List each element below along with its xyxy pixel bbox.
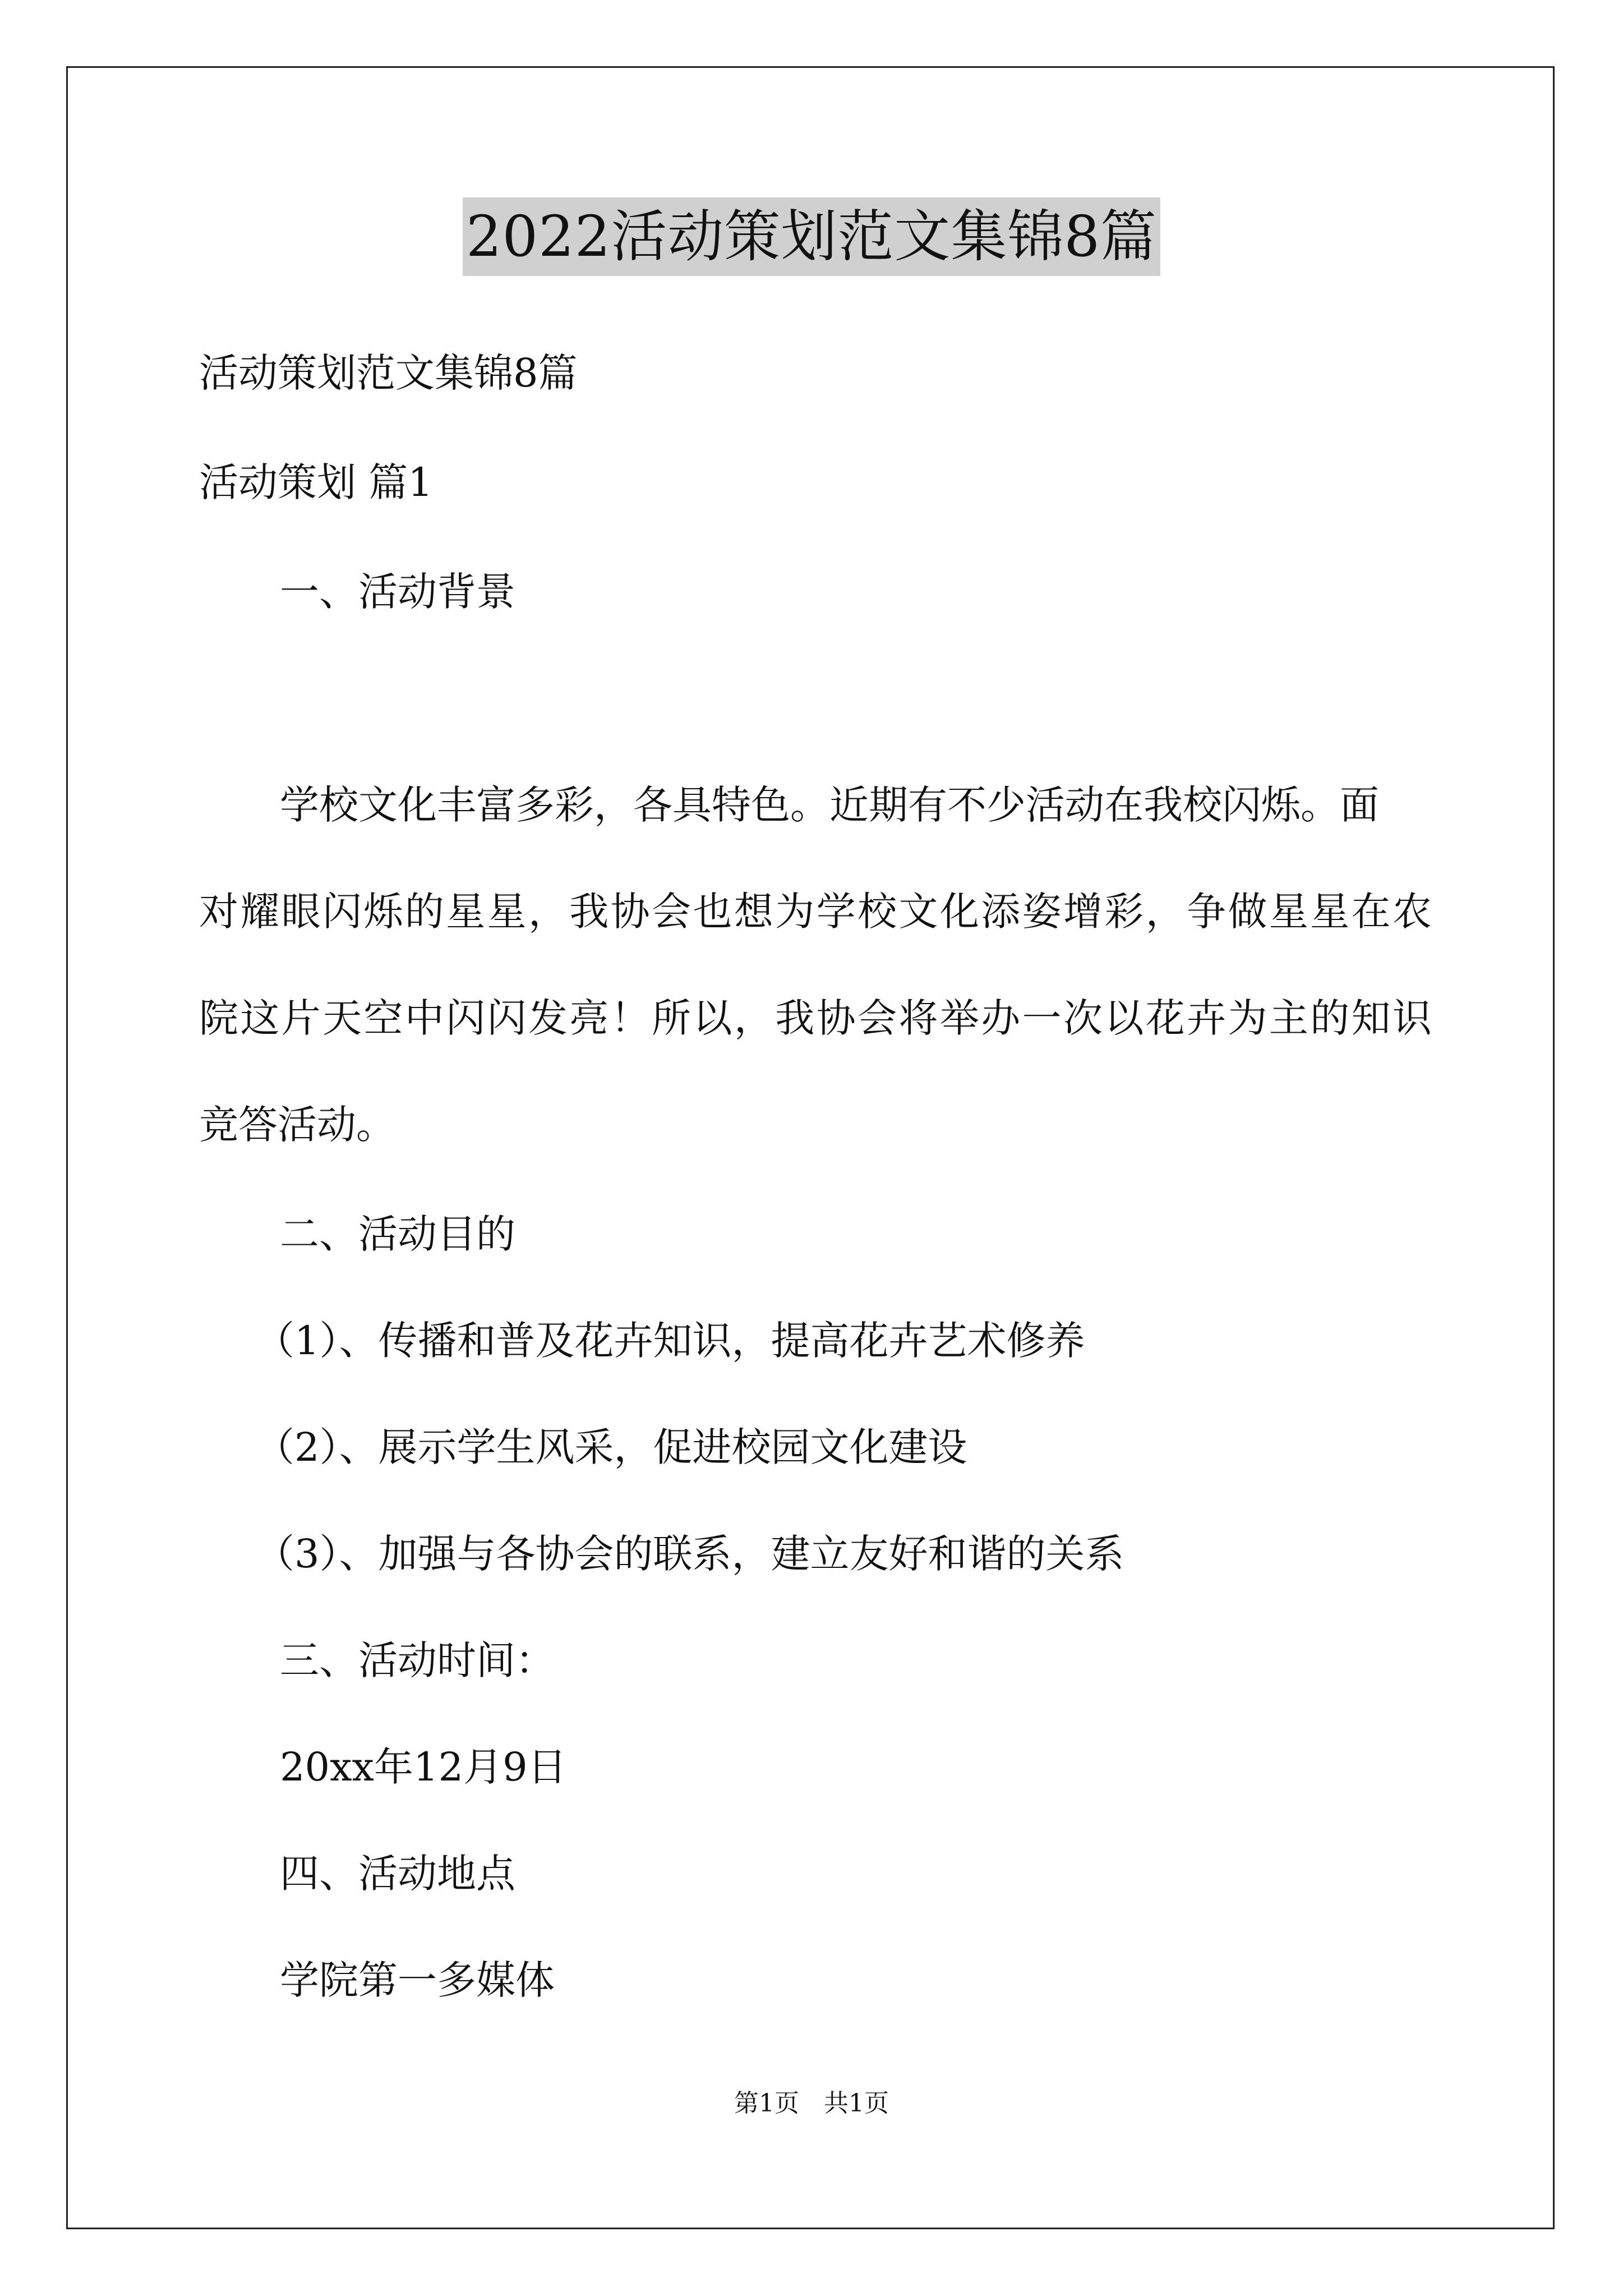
paragraph-line: 院这片天空中闪闪发亮！所以，我协会将举办一次以花卉为主的知识	[199, 995, 1433, 1041]
heading-purpose: 二、活动目的	[280, 1211, 515, 1257]
event-location: 学院第一多媒体	[280, 1957, 555, 2003]
paragraph-line: 竞答活动。	[199, 1102, 395, 1148]
heading-time: 三、活动时间：	[280, 1637, 555, 1683]
purpose-item: （3）、加强与各协会的联系，建立友好和谐的关系	[255, 1531, 1124, 1577]
paragraph-line: 对耀眼闪烁的星星，我协会也想为学校文化添姿增彩，争做星星在农	[199, 889, 1433, 935]
event-date: 20xx年12月9日	[280, 1744, 567, 1790]
purpose-item: （2）、展示学生风采，促进校园文化建设	[255, 1424, 967, 1470]
heading-background: 一、活动背景	[280, 569, 515, 615]
heading-location: 四、活动地点	[280, 1851, 515, 1897]
purpose-item: （1）、传播和普及花卉知识，提高花卉艺术修养	[255, 1318, 1085, 1364]
document-title: 2022活动策划范文集锦8篇	[463, 197, 1160, 276]
section-heading: 活动策划 篇1	[199, 459, 433, 505]
document-subtitle: 活动策划范文集锦8篇	[199, 350, 578, 396]
paragraph-line: 学校文化丰富多彩，各具特色。近期有不少活动在我校闪烁。面	[280, 782, 1379, 828]
page-number: 第1页 共1页	[734, 2089, 889, 2118]
title-container	[0, 197, 1623, 276]
